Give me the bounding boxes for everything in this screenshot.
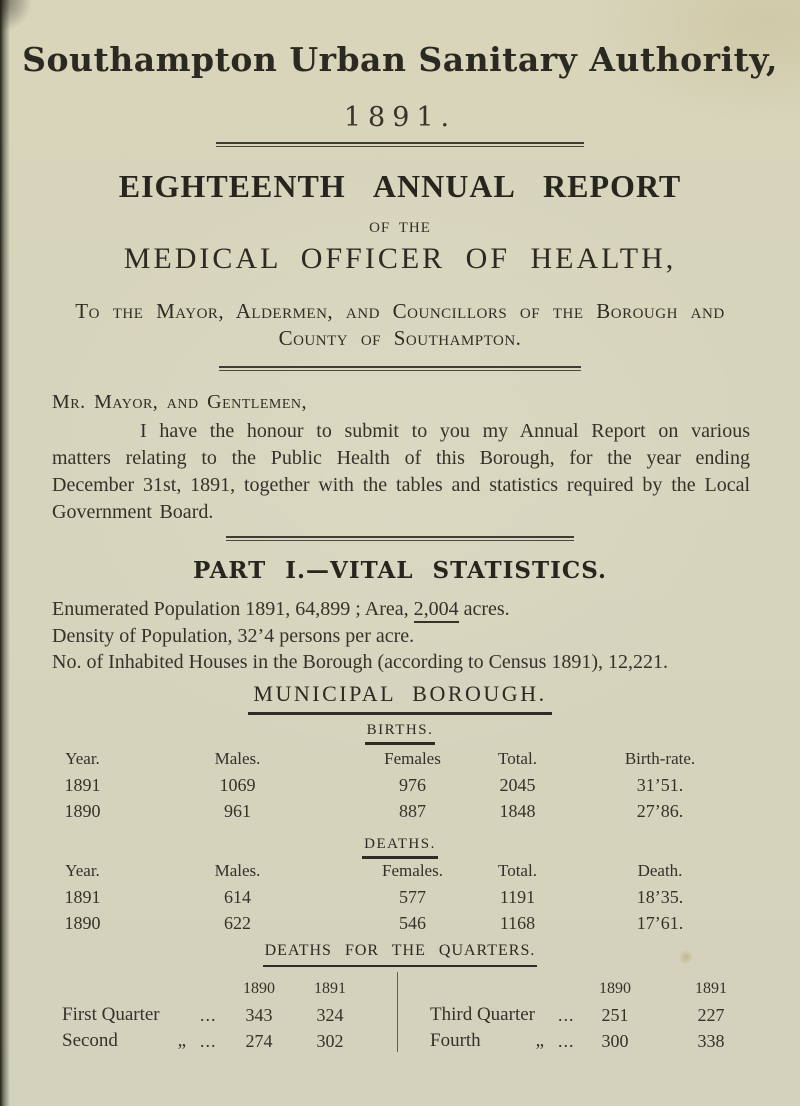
births-header-total: Total. (498, 749, 537, 768)
stat-houses: No. of Inhabited Houses in the Borough (according to Census 1891), 12,221. (52, 651, 669, 673)
area-value-underlined: 2,004 (414, 598, 459, 623)
report-title: EIGHTEENTH ANNUAL REPORT (118, 168, 682, 204)
table-cell: 338 (697, 1030, 725, 1051)
table-cell: 1069 (219, 774, 256, 795)
table-cell: 274 (245, 1030, 273, 1051)
births-heading: BIRTHS. (365, 722, 436, 745)
vital-statistics-summary (52, 596, 760, 676)
ditto-mark: „ (535, 1030, 544, 1051)
table-cell: 227 (697, 1004, 725, 1025)
stat-density: Density of Population, 32’4 persons per acre. (52, 624, 415, 647)
quarter-row-label: Second „ (62, 1030, 186, 1051)
quarters-table-right (430, 976, 776, 1054)
deaths-header-total: Total. (498, 861, 537, 880)
deaths-header-females: Females. (382, 861, 443, 880)
table-cell: 577 (399, 886, 426, 907)
quarters-divider-line (397, 972, 398, 1052)
quarter-row-label: Fourth „ (430, 1030, 544, 1051)
ditto-mark: „ (177, 1030, 186, 1051)
year-header-1890: 1890 (599, 980, 631, 997)
table-cell: 343 (245, 1004, 273, 1025)
table-cell: 2045 (499, 774, 536, 795)
table-cell: 18’35. (636, 886, 684, 907)
table-cell: 614 (224, 886, 251, 907)
salutation: Mr. Mayor, and Gentlemen, (52, 391, 307, 413)
table-cell: 1191 (499, 886, 536, 907)
table-cell: 1168 (499, 912, 536, 933)
table-cell: 887 (399, 800, 426, 821)
table-cell: 1890 (64, 800, 101, 821)
table-cell: 31’51. (636, 774, 684, 795)
masthead-title: Southampton Urban Sanitary Authority, (22, 40, 778, 79)
letter-paragraph: I have the honour to submit to you my Annual Report on various matters relating to the Public Health of this Borough, for the year ending December 31st, 1891, together with the tables and statistics required by the Local Government Board. (52, 420, 750, 523)
births-header-rate: Birth-rate. (624, 749, 696, 768)
table-cell: 1891 (64, 886, 101, 907)
table-cell: 976 (399, 774, 426, 795)
births-header-males: Males. (214, 749, 261, 768)
births-table (40, 746, 760, 824)
year-header-1890: 1890 (243, 980, 275, 997)
stat-population: Enumerated Population 1891, 64,899 ; Area, 2,004 acres. (52, 596, 760, 623)
leader-dots: ... (558, 1004, 575, 1025)
leader-dots: ... (200, 1004, 217, 1025)
table-cell: 251 (601, 1004, 629, 1025)
quarters-table-left (62, 976, 370, 1054)
addressee-line-2: County of Southampton. (278, 326, 522, 350)
table-cell: 324 (316, 1004, 344, 1025)
table-cell: 1890 (64, 912, 101, 933)
table-cell: 302 (316, 1030, 344, 1051)
table-cell: 546 (399, 912, 426, 933)
table-cell: 17’61. (636, 912, 684, 933)
births-header-females: Females (384, 749, 441, 768)
table-cell: 1848 (499, 800, 536, 821)
table-cell: 27’86. (636, 800, 684, 821)
part-heading: PART I.—VITAL STATISTICS. (192, 557, 608, 584)
divider-rule (219, 366, 581, 371)
leader-dots: ... (200, 1030, 217, 1051)
deaths-heading: DEATHS. (362, 836, 438, 859)
table-cell: 622 (224, 912, 251, 933)
addressee-line-1: To the Mayor, Aldermen, and Councillors of the Borough and (75, 299, 725, 323)
quarter-row-label: First Quarter (62, 1004, 160, 1025)
deaths-header-males: Males. (214, 861, 261, 880)
divider-rule (226, 536, 574, 541)
leader-dots: ... (558, 1030, 575, 1051)
of-the-label: OF THE (369, 220, 431, 236)
divider-rule (216, 142, 584, 147)
year-header-1891: 1891 (314, 980, 346, 997)
municipal-borough-heading: MUNICIPAL BOROUGH. (248, 681, 551, 715)
year-header-1891: 1891 (695, 980, 727, 997)
deaths-table (40, 858, 760, 936)
quarter-row-label: Third Quarter (430, 1004, 535, 1025)
quarters-heading: DEATHS FOR THE QUARTERS. (263, 942, 538, 967)
deaths-header-rate: Death. (637, 861, 683, 880)
masthead-year: 1891. (343, 102, 457, 133)
table-cell: 300 (601, 1030, 629, 1051)
table-cell: 1891 (64, 774, 101, 795)
births-header-year: Year. (65, 749, 100, 768)
deaths-header-year: Year. (65, 861, 100, 880)
officer-title: MEDICAL OFFICER OF HEALTH, (123, 242, 677, 275)
table-cell: 961 (224, 800, 251, 821)
